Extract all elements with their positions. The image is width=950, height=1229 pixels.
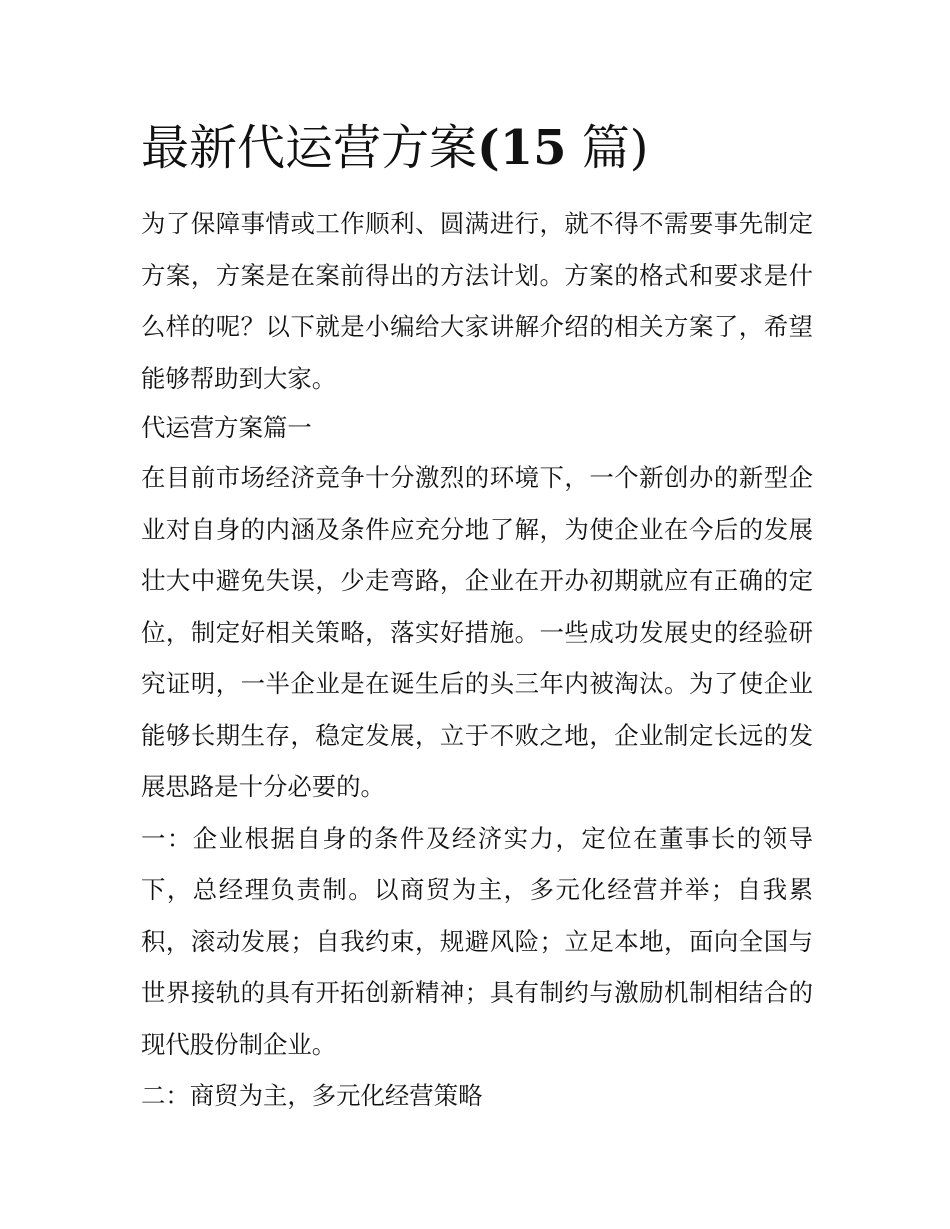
document-title	[141, 112, 813, 184]
document-page	[141, 112, 813, 1122]
intro-paragraph: 为了保障事情或工作顺利、圆满进行，就不得不需要事先制定方案，方案是在案前得出的方法计划。方案的格式和要求是什么样的呢？以下就是小编给大家讲解介绍的相关方案了，希望能够帮助到大家。	[141, 209, 813, 393]
title-count: (15	[477, 120, 567, 176]
title-suffix: 篇)	[566, 120, 649, 176]
section-heading-1: 代运营方案篇一	[141, 413, 312, 442]
section1-paragraph-1: 在目前市场经济竞争十分激烈的环境下，一个新创办的新型企业对自身的内涵及条件应充分地了解，为使企业在今后的发展壮大中避免失误，少走弯路，企业在开办初期就应有正确的定位，制定好相关策略，落实好措施。一些成功发展史的经验研究证明，一半企业是在诞生后的头三年内被淘汰。为了使企业能够长期生存，稳定发展，立于不败之地，企业制定长远的发展思路是十分必要的。	[141, 463, 813, 801]
section1-paragraph-3: 二：商贸为主，多元化经营策略	[141, 1081, 483, 1110]
section1-paragraph-2: 一：企业根据自身的条件及经济实力，定位在董事长的领导下，总经理负责制。以商贸为主，多元化经营并举；自我累积，滚动发展；自我约束，规避风险；立足本地，面向全国与世界接轨的具有开拓创新精神；具有制约与激励机制相结合的现代股份制企业。	[141, 823, 813, 1059]
title-main: 最新代运营方案	[141, 120, 478, 176]
